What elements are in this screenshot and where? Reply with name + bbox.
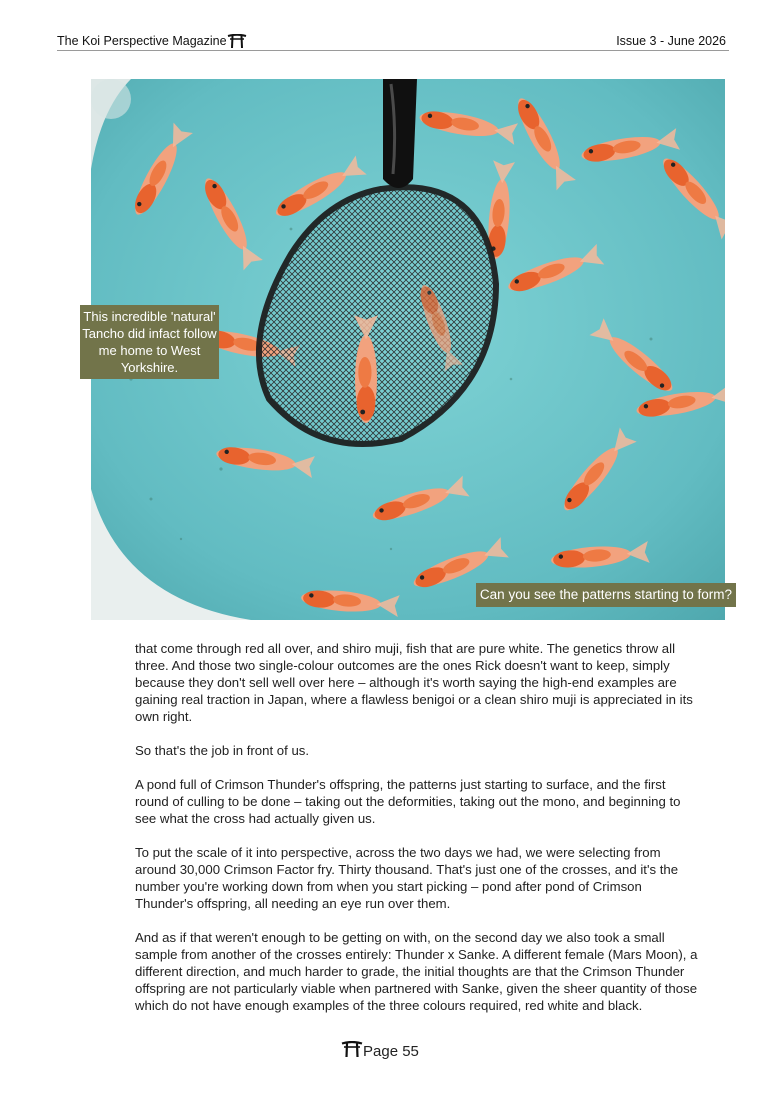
torii-gate-icon [341,1041,363,1062]
article-paragraph: To put the scale of it into perspective, across the two days we had, we were selecting from around 30,000 Crimson Factor fry. Thirty thousand. That's just one of the crosses, and it's the number you're working down from when you start picking – pond after pond of Crimson Thunder's offspring, all needing an eye run over them. [135,845,679,911]
article-paragraph: A pond full of Crimson Thunder's offspring, the patterns just starting to surface, and the first round of culling to be done – taking out the deformities, taking out the mono, and beginning to see what the cross had actually given us. [135,777,681,826]
page-number: Page 55 [363,1042,419,1060]
page-footer [341,1041,419,1061]
photo-caption-patterns: Can you see the patterns starting to form? [476,583,736,607]
torii-gate-icon [227,34,247,52]
article-paragraph: that come through red all over, and shiro muji, fish that are pure white. The genetics throw all three. And those two single-colour outcomes are the ones Rick doesn't want to keep, simply because they don't sell well over here – although it's worth saying the high-end examples are gaining real traction in Japan, where a flawless benigoi or a clean shiro muji is appreciated in its own right. [135,641,693,724]
photo-caption-tancho: This incredible 'natural' Tancho did infact follow me home to West Yorkshire. [80,305,219,379]
article-body [135,640,701,1031]
page-header [57,32,729,51]
issue-date: Issue 3 - June 2026 [616,34,726,48]
article-paragraph: And as if that weren't enough to be getting on with, on the second day we also took a small sample from another of the crosses entirely: Thunder x Sanke. A different female (Mars Moon), a different direction, and much harder to grade, the initial thoughts are that the Crimson Thunder offspring are not particularly viable when partnered with Sanke, given the sheer quantity of those which do not have enough examples of the three colours required, red white and black. [135,930,698,1013]
article-paragraph: So that's the job in front of us. [135,743,310,758]
magazine-title-group [57,34,247,52]
magazine-title: The Koi Perspective Magazine [57,34,227,48]
